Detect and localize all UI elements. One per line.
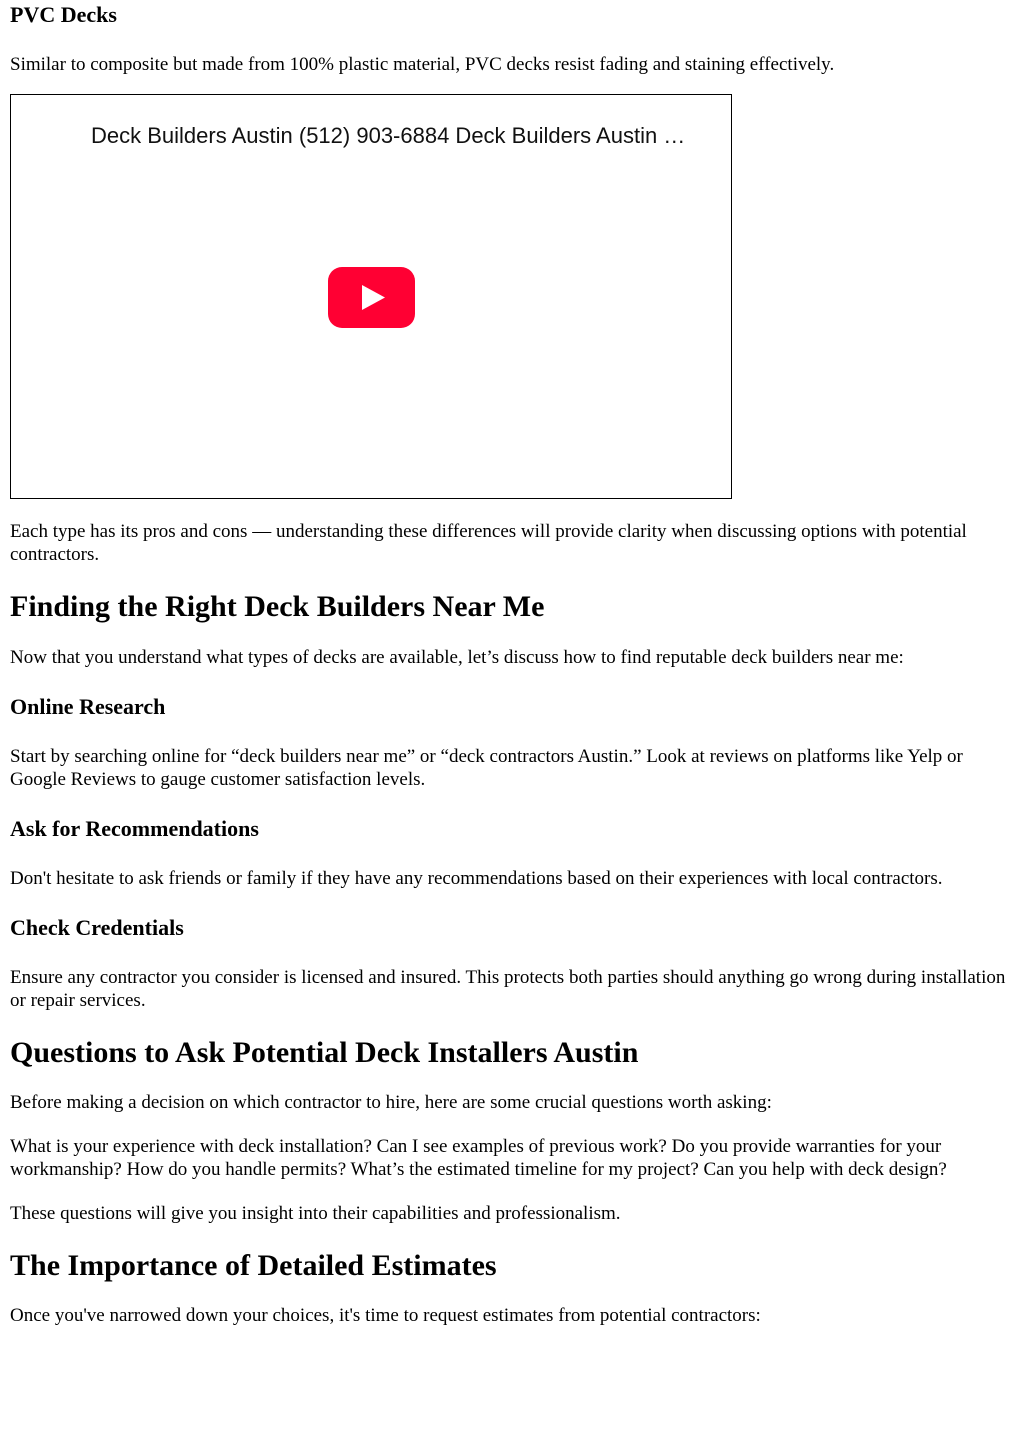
finding-builders-heading: Finding the Right Deck Builders Near Me: [10, 590, 545, 623]
estimates-heading: The Importance of Detailed Estimates: [10, 1249, 497, 1282]
ask-recommendations-heading: Ask for Recommendations: [10, 816, 259, 841]
questions-outro-paragraph: These questions will give you insight into their capabilities and professionalism.: [10, 1203, 621, 1224]
online-research-paragraph: Start by searching online for “deck builders near me” or “deck contractors Austin.” Look at reviews on platforms like Yelp or Google Reviews to gauge customer satisfaction levels.: [10, 746, 963, 790]
ask-recommendations-paragraph: Don't hesitate to ask friends or family if they have any recommendations based on their experiences with local contractors.: [10, 868, 943, 889]
questions-heading: Questions to Ask Potential Deck Installers Austin: [10, 1036, 639, 1069]
pvc-decks-heading: PVC Decks: [10, 2, 117, 27]
article-body: [0, 2, 1024, 1327]
check-credentials-heading: Check Credentials: [10, 915, 184, 940]
embedded-video[interactable]: [10, 94, 732, 499]
online-research-heading: Online Research: [10, 694, 166, 719]
pvc-decks-paragraph: Similar to composite but made from 100% plastic material, PVC decks resist fading and staining effectively.: [10, 54, 835, 75]
pros-cons-paragraph: Each type has its pros and cons — understanding these differences will provide clarity when discussing options with potential contractors.: [10, 521, 967, 565]
check-credentials-paragraph: Ensure any contractor you consider is licensed and insured. This protects both parties should anything go wrong during installation or repair services.: [10, 967, 1006, 1011]
questions-list-paragraph: What is your experience with deck installation? Can I see examples of previous work? Do you provide warranties for your workmanship? How do you handle permits? What’s the estimated timeline for my project? Can you help with deck design?: [10, 1136, 947, 1180]
video-title[interactable]: Deck Builders Austin (512) 903-6884 Deck Builders Austin …: [91, 123, 686, 148]
estimates-paragraph: Once you've narrowed down your choices, it's time to request estimates from potential contractors:: [10, 1305, 761, 1326]
questions-intro-paragraph: Before making a decision on which contractor to hire, here are some crucial questions worth asking:: [10, 1092, 772, 1113]
finding-builders-paragraph: Now that you understand what types of decks are available, let’s discuss how to find reputable deck builders near me:: [10, 647, 904, 668]
youtube-play-icon[interactable]: [328, 267, 415, 328]
